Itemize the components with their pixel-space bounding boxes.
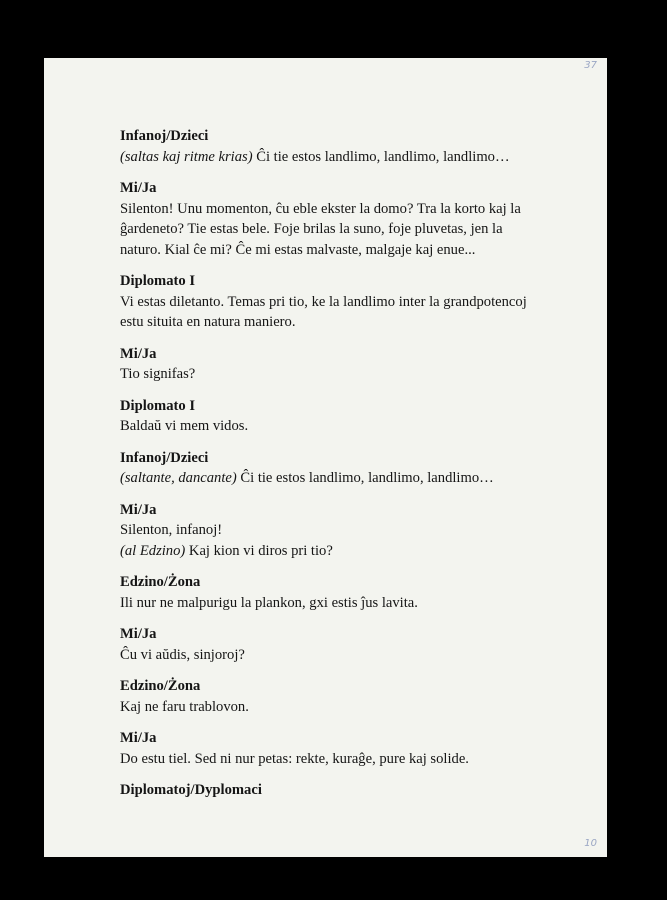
dialogue-text: Tio signifas?: [120, 366, 196, 382]
dialogue-line: [120, 240, 590, 261]
dialogue-text: Ĉu vi aŭdis, sinjoroj?: [120, 646, 245, 663]
dialogue-text: Silenton! Unu momenton, ĉu eble ekster la domo? Tra la korto kaj la: [120, 200, 521, 217]
dialogue-block: [120, 448, 590, 489]
dialogue-block: [120, 780, 590, 801]
speaker-name: Diplomato I: [120, 273, 195, 289]
dialogue-block: [120, 728, 590, 769]
dialogue-line: [120, 416, 590, 437]
dialogue-line: [120, 697, 590, 718]
dialogue-line: [120, 520, 590, 541]
dialogue-text: naturo. Kial ĉe mi? Ĉe mi estas malvaste, malgaje kaj enue...: [120, 241, 476, 258]
speaker-name: Mi/Ja: [120, 626, 157, 642]
dialogue-line: [120, 468, 590, 489]
dialogue-block: [120, 500, 590, 562]
speaker-name: Edzino/Żona: [120, 574, 201, 590]
dialogue-line: [120, 312, 590, 333]
dialogue-block: [120, 126, 590, 167]
scanned-page: [44, 58, 607, 857]
dialogue-text: Ĉi tie estos landlimo, landlimo, landlimo…: [236, 470, 494, 486]
speaker-name: Diplomatoj/Dyplomaci: [120, 782, 262, 798]
dialogue-text: estu situita en natura maniero.: [120, 314, 296, 330]
dialogue-text: Ĉi tie estos landlimo, landlimo, landlimo…: [252, 148, 510, 165]
dialogue-text: ĝardeneto? Tie estas bele. Foje brilas la suno, foje pluvetas, jen la: [120, 221, 503, 237]
dialogue-line: [120, 292, 590, 313]
stage-direction: (saltas kaj ritme krias): [120, 148, 253, 165]
dialogue-block: [120, 624, 590, 665]
dialogue-line: [120, 364, 590, 385]
dialogue-line: [120, 147, 590, 168]
speaker-name: Mi/Ja: [120, 345, 157, 362]
dialogue-line: [120, 199, 590, 220]
dialogue-line: [120, 593, 590, 614]
speaker-name: Edzino/Żona: [120, 678, 201, 694]
speaker-name: Diplomato I: [120, 397, 195, 414]
speaker-name: Infanoj/Dzieci: [120, 128, 209, 144]
dialogue-block: [120, 396, 590, 437]
speaker-name: Infanoj/Dzieci: [120, 449, 209, 466]
stage-direction: (saltante, dancante): [120, 470, 237, 486]
handwritten-page-number-bottom: 10: [584, 838, 597, 849]
dialogue-text: Kaj ne faru trablovon.: [120, 698, 249, 715]
dialogue-block: [120, 676, 590, 717]
handwritten-page-number-top: 37: [584, 60, 597, 71]
dialogue-line: [120, 219, 590, 240]
dialogue-block: [120, 271, 590, 333]
dialogue-text: Vi estas diletanto. Temas pri tio, ke la landlimo inter la grandpotencoj: [120, 293, 527, 310]
dialogue-block: [120, 572, 590, 613]
dialogue-text: Do estu tiel. Sed ni nur petas: rekte, kuraĝe, pure kaj solide.: [120, 750, 469, 767]
dialogue-block: [120, 344, 590, 385]
speaker-name: Mi/Ja: [120, 501, 157, 518]
script-text: [120, 126, 590, 812]
dialogue-line: [120, 541, 590, 562]
dialogue-text: Kaj kion vi diros pri tio?: [185, 542, 333, 559]
dialogue-text: Silenton, infanoj!: [120, 522, 223, 538]
dialogue-line: [120, 645, 590, 666]
stage-direction: (al Edzino): [120, 542, 186, 559]
dialogue-block: [120, 178, 590, 260]
dialogue-text: Baldaŭ vi mem vidos.: [120, 418, 249, 434]
speaker-name: Mi/Ja: [120, 730, 157, 746]
dialogue-text: Ili nur ne malpurigu la plankon, gxi estis ĵus lavita.: [120, 594, 418, 611]
speaker-name: Mi/Ja: [120, 180, 157, 196]
dialogue-line: [120, 749, 590, 770]
